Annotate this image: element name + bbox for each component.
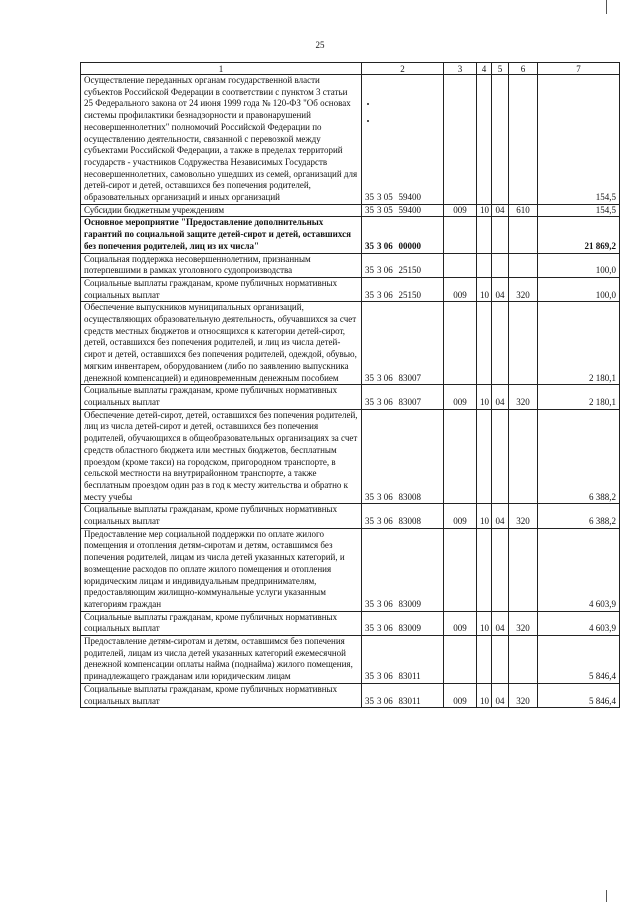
- row-target-code: [362, 204, 444, 217]
- code-direction: 83007: [398, 372, 421, 383]
- row-ministry-code: 009: [444, 277, 477, 301]
- code-program: 35: [365, 204, 374, 215]
- row-section: [477, 75, 492, 205]
- row-target-code: [362, 636, 444, 684]
- code-subprogram: 3: [377, 671, 382, 682]
- code-program: 35: [365, 516, 374, 527]
- row-expense-type: [509, 253, 538, 277]
- row-subsection: [492, 409, 509, 504]
- row-ministry-code: 009: [444, 683, 477, 707]
- row-subsection: [492, 217, 509, 253]
- code-event: 06: [383, 516, 393, 527]
- row-description: Социальные выплаты гражданам, кроме публичных нормативных социальных выплат: [81, 611, 362, 635]
- row-expense-type: [509, 302, 538, 385]
- code-subprogram: 3: [377, 265, 382, 276]
- row-amount: 4 603,9: [538, 611, 620, 635]
- code-program: 35: [365, 192, 374, 203]
- row-amount: 6 388,2: [538, 409, 620, 504]
- code-direction: 83009: [398, 623, 421, 634]
- code-subprogram: 3: [377, 372, 382, 383]
- table-row: [81, 217, 620, 253]
- code-direction: 25150: [398, 289, 421, 300]
- row-ministry-code: 009: [444, 385, 477, 409]
- scan-mark-bottom: [606, 890, 607, 902]
- row-amount: 100,0: [538, 253, 620, 277]
- code-subprogram: 3: [377, 289, 382, 300]
- row-description: Социальные выплаты гражданам, кроме публичных нормативных социальных выплат: [81, 683, 362, 707]
- row-description: Предоставление мер социальной поддержки по оплате жилого помещения и отопления детям-сиротам и детям, оставшимся без попечения родителей, лицам из числа детей указанных категорий, и возмещение расходов по оплате жилого помещения и отопления юридическим лицам и индивидуальным предпринимателям, предоставляющим жилищно-коммунальные услуги указанным категориям граждан: [81, 528, 362, 611]
- table-row: [81, 683, 620, 707]
- row-expense-type: 320: [509, 504, 538, 528]
- table-row: [81, 409, 620, 504]
- row-amount: 5 846,4: [538, 683, 620, 707]
- row-expense-type: 610: [509, 204, 538, 217]
- column-header-row: [81, 63, 620, 75]
- row-ministry-code: [444, 75, 477, 205]
- code-program: 35: [365, 289, 374, 300]
- row-subsection: 04: [492, 204, 509, 217]
- row-amount: 154,5: [538, 75, 620, 205]
- table-row: [81, 277, 620, 301]
- row-amount: 5 846,4: [538, 636, 620, 684]
- code-direction: 25150: [398, 265, 421, 276]
- row-description: Основное мероприятие "Предоставление дополнительных гарантий по социальной защите детей-сирот и детей, оставшихся без попечения родителей, лиц из их числа": [81, 217, 362, 253]
- row-subsection: [492, 636, 509, 684]
- code-program: 35: [365, 396, 374, 407]
- row-ministry-code: [444, 302, 477, 385]
- column-header: 6: [509, 63, 538, 75]
- table-row: [81, 253, 620, 277]
- row-section: [477, 302, 492, 385]
- table-row: [81, 204, 620, 217]
- table-row: [81, 75, 620, 205]
- code-event: 05: [383, 192, 393, 203]
- row-ministry-code: 009: [444, 204, 477, 217]
- table-row: [81, 504, 620, 528]
- code-subprogram: 3: [377, 623, 382, 634]
- code-event: 06: [383, 372, 393, 383]
- row-section: [477, 409, 492, 504]
- code-program: 35: [365, 372, 374, 383]
- code-subprogram: 3: [377, 204, 382, 215]
- row-target-code: [362, 409, 444, 504]
- row-target-code: [362, 504, 444, 528]
- row-subsection: 04: [492, 385, 509, 409]
- row-section: 10: [477, 204, 492, 217]
- row-description: Обеспечение выпускников муниципальных организаций, осуществляющих образовательную деятельность, обучавшихся за счет средств местных бюджетов и относящихся к категории детей-сирот, детей, оставшихся без попечения родителей, и лиц из числа детей-сирот и детей, оставшихся без попечения родителей, одеждой, обувью, мягким инвентарем, оборудованием (либо по заявлению выпускника денежной компенсацией) и единовременным денежным пособием: [81, 302, 362, 385]
- row-expense-type: [509, 217, 538, 253]
- code-event: 06: [383, 671, 393, 682]
- code-subprogram: 3: [377, 695, 382, 706]
- row-amount: 21 869,2: [538, 217, 620, 253]
- code-subprogram: 3: [377, 192, 382, 203]
- row-section: [477, 636, 492, 684]
- row-section: 10: [477, 504, 492, 528]
- table-row: [81, 385, 620, 409]
- code-direction: 59400: [398, 204, 421, 215]
- row-description: Социальные выплаты гражданам, кроме публичных нормативных социальных выплат: [81, 504, 362, 528]
- table-row: [81, 636, 620, 684]
- row-subsection: 04: [492, 504, 509, 528]
- row-expense-type: [509, 528, 538, 611]
- column-header: 4: [477, 63, 492, 75]
- row-subsection: 04: [492, 683, 509, 707]
- row-ministry-code: [444, 409, 477, 504]
- code-subprogram: 3: [377, 491, 382, 502]
- row-ministry-code: 009: [444, 611, 477, 635]
- row-amount: 6 388,2: [538, 504, 620, 528]
- row-section: [477, 528, 492, 611]
- row-expense-type: 320: [509, 277, 538, 301]
- row-subsection: 04: [492, 277, 509, 301]
- row-subsection: [492, 528, 509, 611]
- code-direction: 83007: [398, 396, 421, 407]
- row-description: Осуществление переданных органам государственной власти субъектов Российской Федерации в соответствии с пунктом 3 статьи 25 Федерального закона от 24 июня 1999 года № 120-ФЗ "Об основах системы профилактики безнадзорности и правонарушений несовершеннолетних" полномочий Российской Федерации по осуществлению деятельности, связанной с перевозкой между субъектами Российской Федерации, а также в пределах территорий государств - участников Содружества Независимых Государств несовершеннолетних, самовольно ушедших из семей, организаций для детей-сирот и детей, оставшихся без попечения родителей, образовательных организаций и иных организаций: [81, 75, 362, 205]
- column-header: 2: [362, 63, 444, 75]
- code-direction: 83009: [398, 598, 421, 609]
- row-section: 10: [477, 277, 492, 301]
- row-ministry-code: [444, 528, 477, 611]
- row-amount: 100,0: [538, 277, 620, 301]
- column-header: 5: [492, 63, 509, 75]
- code-subprogram: 3: [377, 396, 382, 407]
- row-section: 10: [477, 683, 492, 707]
- row-amount: 2 180,1: [538, 385, 620, 409]
- row-subsection: 04: [492, 611, 509, 635]
- row-description: Социальная поддержка несовершеннолетним, признанным потерпевшими в рамках уголовного судопроизводства: [81, 253, 362, 277]
- table-row: [81, 611, 620, 635]
- code-direction: 83008: [398, 491, 421, 502]
- row-target-code: [362, 277, 444, 301]
- row-target-code: [362, 302, 444, 385]
- row-amount: 2 180,1: [538, 302, 620, 385]
- row-target-code: [362, 611, 444, 635]
- code-program: 35: [365, 491, 374, 502]
- row-expense-type: 320: [509, 611, 538, 635]
- column-header: 3: [444, 63, 477, 75]
- row-expense-type: 320: [509, 385, 538, 409]
- row-subsection: [492, 75, 509, 205]
- code-program: 35: [365, 240, 374, 251]
- table-row: [81, 302, 620, 385]
- row-subsection: [492, 302, 509, 385]
- row-target-code: [362, 253, 444, 277]
- code-event: 06: [383, 695, 393, 706]
- row-description: Социальные выплаты гражданам, кроме публичных нормативных социальных выплат: [81, 385, 362, 409]
- row-expense-type: [509, 409, 538, 504]
- code-program: 35: [365, 265, 374, 276]
- code-program: 35: [365, 695, 374, 706]
- code-event: 06: [383, 240, 393, 251]
- code-program: 35: [365, 623, 374, 634]
- code-event: 06: [383, 289, 393, 300]
- row-section: 10: [477, 385, 492, 409]
- code-direction: 83008: [398, 516, 421, 527]
- row-description: Субсидии бюджетным учреждениям: [81, 204, 362, 217]
- code-event: 06: [383, 396, 393, 407]
- row-expense-type: [509, 636, 538, 684]
- row-section: 10: [477, 611, 492, 635]
- row-expense-type: [509, 75, 538, 205]
- row-ministry-code: [444, 636, 477, 684]
- row-expense-type: 320: [509, 683, 538, 707]
- code-event: 05: [383, 204, 393, 215]
- code-subprogram: 3: [377, 598, 382, 609]
- row-amount: 4 603,9: [538, 528, 620, 611]
- row-section: [477, 217, 492, 253]
- code-event: 06: [383, 265, 393, 276]
- code-event: 06: [383, 598, 393, 609]
- code-direction: 83011: [398, 671, 421, 682]
- row-target-code: [362, 385, 444, 409]
- row-ministry-code: [444, 253, 477, 277]
- code-event: 06: [383, 491, 393, 502]
- code-program: 35: [365, 671, 374, 682]
- column-header: 7: [538, 63, 620, 75]
- row-description: Обеспечение детей-сирот, детей, оставшихся без попечения родителей, лиц из числа детей-сирот и детей, оставшихся без попечения родителей, обучающихся в общеобразовательных организациях за счет средств областного бюджета или местных бюджетов, бесплатным проездом (кроме такси) на городском, пригородном транспорте, в сельской местности на внутрирайонном транспорте, а также бесплатным проездом один раз в год к месту жительства и обратно к месту учебы: [81, 409, 362, 504]
- row-section: [477, 253, 492, 277]
- code-direction: 00000: [398, 240, 421, 251]
- row-amount: 154,5: [538, 204, 620, 217]
- code-direction: 59400: [398, 192, 421, 203]
- row-target-code: [362, 217, 444, 253]
- row-target-code: [362, 683, 444, 707]
- row-ministry-code: [444, 217, 477, 253]
- row-target-code: [362, 75, 444, 205]
- budget-table: [80, 62, 620, 708]
- table-row: [81, 528, 620, 611]
- page-number: 25: [315, 40, 325, 50]
- code-direction: 83011: [398, 695, 421, 706]
- code-subprogram: 3: [377, 240, 382, 251]
- column-header: 1: [81, 63, 362, 75]
- row-ministry-code: 009: [444, 504, 477, 528]
- row-description: Социальные выплаты гражданам, кроме публичных нормативных социальных выплат: [81, 277, 362, 301]
- row-description: Предоставление детям-сиротам и детям, оставшимся без попечения родителей, лицам из числа детей указанных категорий ежемесячной денежной компенсации оплаты найма (поднайма) жилого помещения, принадлежащего гражданам или юридическим лицам: [81, 636, 362, 684]
- scan-mark-top: [606, 0, 607, 14]
- row-target-code: [362, 528, 444, 611]
- code-subprogram: 3: [377, 516, 382, 527]
- code-event: 06: [383, 623, 393, 634]
- code-program: 35: [365, 598, 374, 609]
- row-subsection: [492, 253, 509, 277]
